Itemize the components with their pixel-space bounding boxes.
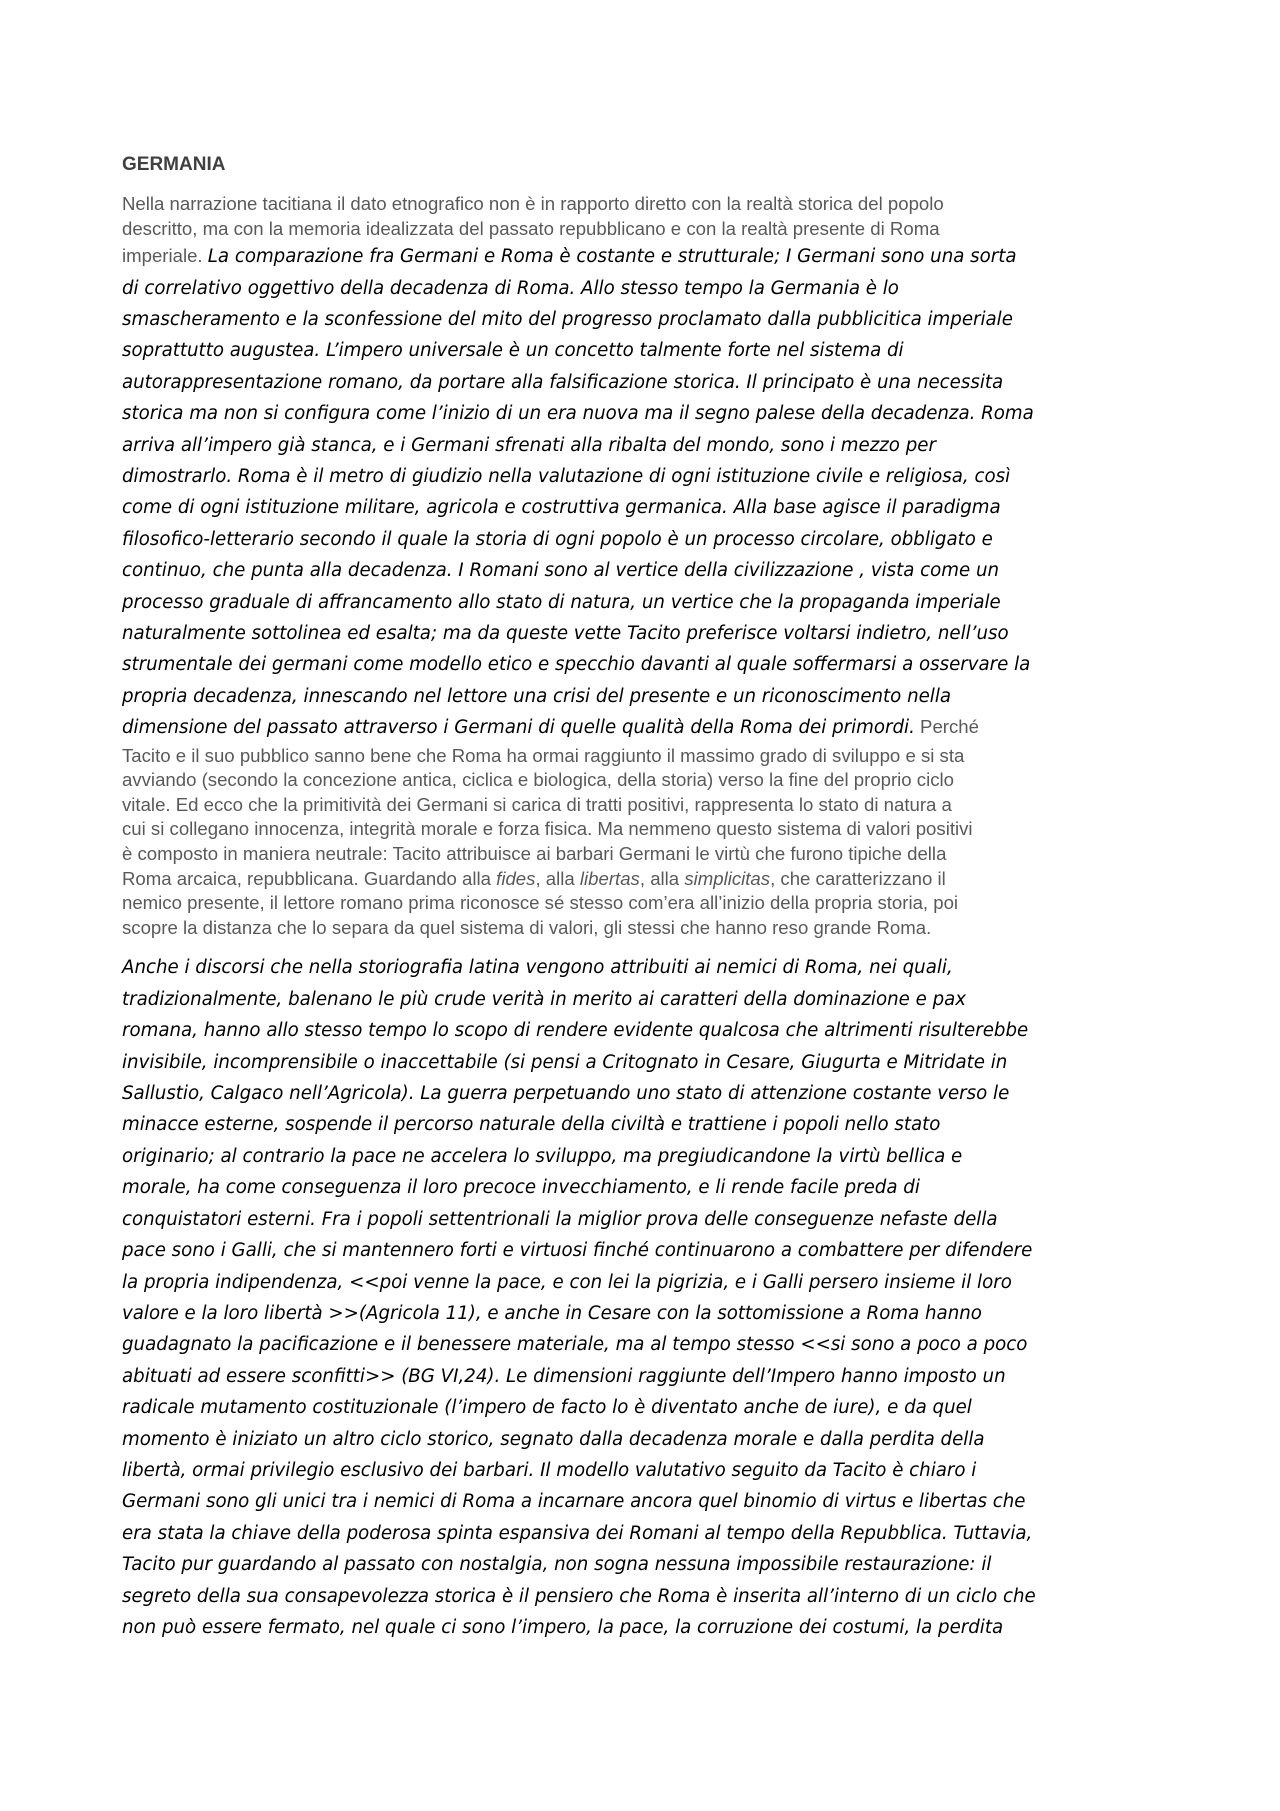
text-line: continuo, che punta alla decadenza. I Romani sono al vertice della civilizzazione , vista come un: [122, 560, 1000, 582]
text-line: abituati ad essere sconfitti>> (BG VI,24). Le dimensioni raggiunte dell’Impero hanno imposto un: [122, 1365, 1006, 1387]
text-line: non può essere fermato, nel quale ci sono l’impero, la pace, la corruzione dei costumi, la perdita: [122, 1616, 1004, 1638]
text-line: nemico presente, il lettore romano prima riconosce sé stesso com’era all’inizio della propria storia, poi: [122, 892, 959, 914]
text-run: La comparazione fra Germani e Roma è costante e strutturale; I Germani sono una sorta: [207, 246, 1017, 268]
text-line: Germani sono gli unici tra i nemici di Roma a incarnare ancora quel binomio di virtus e libertas che: [122, 1491, 1026, 1513]
text-line-mixed: [122, 241, 1160, 272]
text-line: processo graduale di affrancamento allo stato di natura, un vertice che la propaganda imperiale: [122, 591, 1001, 613]
text-line-mixed: [122, 712, 1160, 743]
text-line: Sallustio, Calgaco nell’Agricola). La guerra perpetuando uno stato di attenzione costante verso le: [122, 1083, 1010, 1105]
text-line: soprattutto augustea. L’impero universale è un concetto talmente forte nel sistema di: [122, 340, 904, 362]
text-line: arriva all’impero già stanca, e i Germani sfrenati alla ribalta del mondo, sono i mezzo per: [122, 434, 936, 456]
text-line: propria decadenza, innescando nel lettore una crisi del presente e un riconoscimento nella: [122, 685, 952, 707]
text-line: guadagnato la pacificazione e il benessere materiale, ma al tempo stesso <<si sono a poco a poco: [122, 1334, 1028, 1356]
text-line: è composto in maniera neutrale: Tacito attribuisce ai barbari Germani le virtù che furono tipiche della: [122, 843, 947, 865]
text-line-mixed: [122, 867, 1160, 892]
text-run: , alla: [535, 867, 580, 889]
text-run: , alla: [639, 867, 685, 889]
text-run: Perché: [914, 716, 979, 738]
text-line: conquistatori esterni. Fra i popoli settentrionali la miglior prova delle conseguenze nefaste della: [122, 1208, 998, 1230]
text-line: morale, ha come conseguenza il loro precoce invecchiamento, e li rende facile preda di: [122, 1177, 920, 1199]
emphasis-simplicitas: simplicitas: [684, 867, 771, 889]
text-line: vitale. Ed ecco che la primitività dei Germani si carica di tratti positivi, rappresenta lo stato di natura a: [122, 793, 952, 815]
text-line: pace sono i Galli, che si mantennero forti e virtuosi finché continuarono a combattere per difendere: [122, 1240, 1033, 1262]
text-line: tradizionalmente, balenano le più crude verità in merito ai caratteri della dominazione e pax: [122, 988, 967, 1010]
text-line: momento è iniziato un altro ciclo storico, segnato dalla decadenza morale e dalla perdita della: [122, 1428, 985, 1450]
text-line: Anche i discorsi che nella storiografia latina vengono attribuiti ai nemici di Roma, nei quali,: [122, 957, 953, 979]
text-line: descritto, ma con la memoria idealizzata del passato repubblicano e con la realtà presente di Roma: [122, 217, 940, 239]
text-line: radicale mutamento costituzionale (l’impero de facto lo è diventato anche de iure), e da quel: [122, 1397, 972, 1419]
text-run: imperiale.: [122, 245, 208, 267]
text-line: era stata la chiave della poderosa spinta espansiva dei Romani al tempo della Repubblica. Tuttavia,: [122, 1522, 1033, 1544]
text-line: naturalmente sottolinea ed esalta; ma da queste vette Tacito preferisce voltarsi indietro, nell’uso: [122, 623, 1009, 645]
text-line: storica ma non si configura come l’inizio di un era nuova ma il segno palese della decadenza. Roma: [122, 403, 1034, 425]
text-line: strumentale dei germani come modello etico e specchio davanti al quale soffermarsi a osservare la: [122, 654, 1031, 676]
text-line: dimostrarlo. Roma è il metro di giudizio nella valutazione di ogni istituzione civile e religiosa, così: [122, 466, 1011, 488]
document-title: GERMANIA: [122, 154, 226, 175]
text-line: romana, hanno allo stesso tempo lo scopo di rendere evidente qualcosa che altrimenti risulterebbe: [122, 1020, 1029, 1042]
text-line: valore e la loro libertà >>(Agricola 11), e anche in Cesare con la sottomissione a Roma hanno: [122, 1302, 982, 1324]
text-line: la propria indipendenza, <<poi venne la pace, e con lei la pigrizia, e i Galli persero insieme il loro: [122, 1271, 1012, 1293]
text-line: libertà, ormai privilegio esclusivo dei barbari. Il modello valutativo seguito da Tacito è chiaro i: [122, 1459, 977, 1481]
text-line: di correlativo oggettivo della decadenza di Roma. Allo stesso tempo la Germania è lo: [122, 277, 899, 299]
text-line: Nella narrazione tacitiana il dato etnografico non è in rapporto diretto con la realtà storica del popolo: [122, 193, 944, 214]
text-run: , che caratterizzano il: [770, 867, 946, 889]
text-run: Roma arcaica, repubblicana. Guardando alla: [122, 867, 497, 889]
text-line: Tacito pur guardando al passato con nostalgia, non sogna nessuna impossibile restaurazione: il: [122, 1554, 992, 1576]
text-line: segreto della sua consapevolezza storica è il pensiero che Roma è inserita all’interno di un ciclo che: [122, 1585, 1036, 1607]
emphasis-libertas: libertas: [579, 867, 640, 889]
text-line: invisibile, incomprensibile o inaccettabile (si pensi a Critognato in Cesare, Giugurta e Mitridate in: [122, 1051, 1008, 1073]
paragraph-2: [122, 952, 1160, 1643]
text-line: smascheramento e la sconfessione del mito del progresso proclamato dalla pubblicitica imperiale: [122, 309, 1013, 330]
paragraph-1: [122, 192, 1160, 940]
text-line: originario; al contrario la pace ne accelera lo sviluppo, ma pregiudicandone la virtù bellica e: [122, 1145, 963, 1167]
text-run: dimensione del passato attraverso i Germani di quelle qualità della Roma dei primordi.: [122, 717, 915, 739]
text-line: autorappresentazione romano, da portare alla falsificazione storica. Il principato è una necessita: [122, 371, 1004, 393]
text-line: come di ogni istituzione militare, agricola e costruttiva germanica. Alla base agisce il paradigma: [122, 497, 1001, 519]
text-line: minacce esterne, sospende il percorso naturale della civiltà e trattiene i popoli nello stato: [122, 1114, 941, 1136]
text-line: scopre la distanza che lo separa da quel sistema di valori, gli stessi che hanno reso grande Roma.: [122, 916, 932, 938]
text-line: avviando (secondo la concezione antica, ciclica e biologica, della storia) verso la fine del proprio ciclo: [122, 769, 955, 791]
text-line: filosofico-letterario secondo il quale la storia di ogni popolo è un processo circolare, obbligato e: [122, 528, 993, 550]
text-line: cui si collegano innocenza, integrità morale e forza fisica. Ma nemmeno questo sistema di valori positivi: [122, 818, 973, 840]
emphasis-fides: fides: [496, 867, 536, 889]
text-line: Tacito e il suo pubblico sanno bene che Roma ha ormai raggiunto il massimo grado di sviluppo e si sta: [122, 744, 965, 766]
